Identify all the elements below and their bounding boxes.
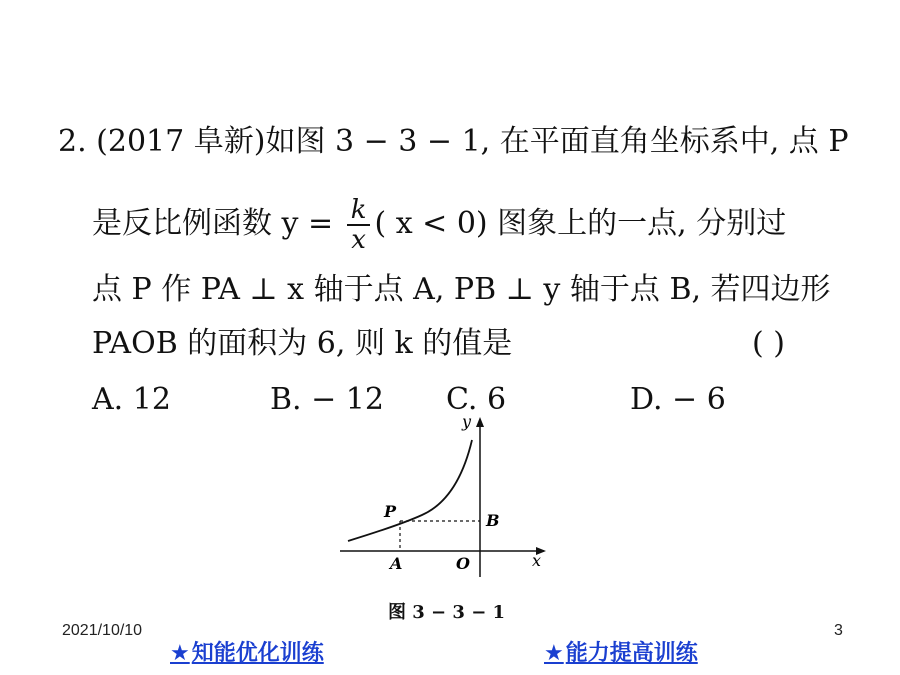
label-a: A (390, 554, 403, 573)
fraction-k-over-x (347, 196, 371, 254)
question-line-3: 点 P 作 PA ⊥ x 轴于点 A, PB ⊥ y 轴于点 B, 若四边形 (92, 272, 831, 307)
y-axis-arrow (476, 417, 484, 427)
hyperbola-figure (330, 405, 560, 590)
answer-parentheses: ( ) (752, 326, 785, 361)
star-icon: ★ (170, 641, 190, 666)
link-knowledge-training[interactable] (170, 636, 324, 667)
page-number: 3 (834, 622, 843, 639)
question-line-2 (92, 196, 786, 254)
question-line-1: 2. (2017 阜新)如图 3 − 3 − 1, 在平面直角坐标系中, 点 P (58, 124, 849, 159)
footer-date: 2021/10/10 (62, 622, 143, 639)
label-o: O (456, 554, 470, 573)
label-x: x (532, 551, 542, 570)
question-line-2-prefix: 是反比例函数 y = (92, 206, 343, 241)
question-line-2-suffix: ( x < 0) 图象上的一点, 分别过 (374, 206, 787, 241)
fraction-denominator: x (351, 225, 366, 255)
label-b: B (486, 511, 500, 530)
choice-d: D. − 6 (630, 382, 726, 417)
figure-caption: 图 3 − 3 − 1 (388, 602, 506, 623)
choice-c: C. 6 (446, 382, 507, 417)
label-p: P (384, 502, 397, 521)
star-icon: ★ (544, 641, 564, 666)
link-knowledge-training-label: 知能优化训练 (191, 641, 324, 666)
question-line-4: PAOB 的面积为 6, 则 k 的值是 (92, 326, 513, 361)
hyperbola-curve (348, 440, 472, 541)
label-y: y (462, 412, 472, 431)
link-ability-training[interactable] (544, 636, 698, 667)
link-ability-training-label: 能力提高训练 (565, 641, 698, 666)
fraction-numerator: k (347, 196, 371, 226)
choice-a: A. 12 (92, 382, 171, 417)
choice-b: B. − 12 (270, 382, 384, 417)
